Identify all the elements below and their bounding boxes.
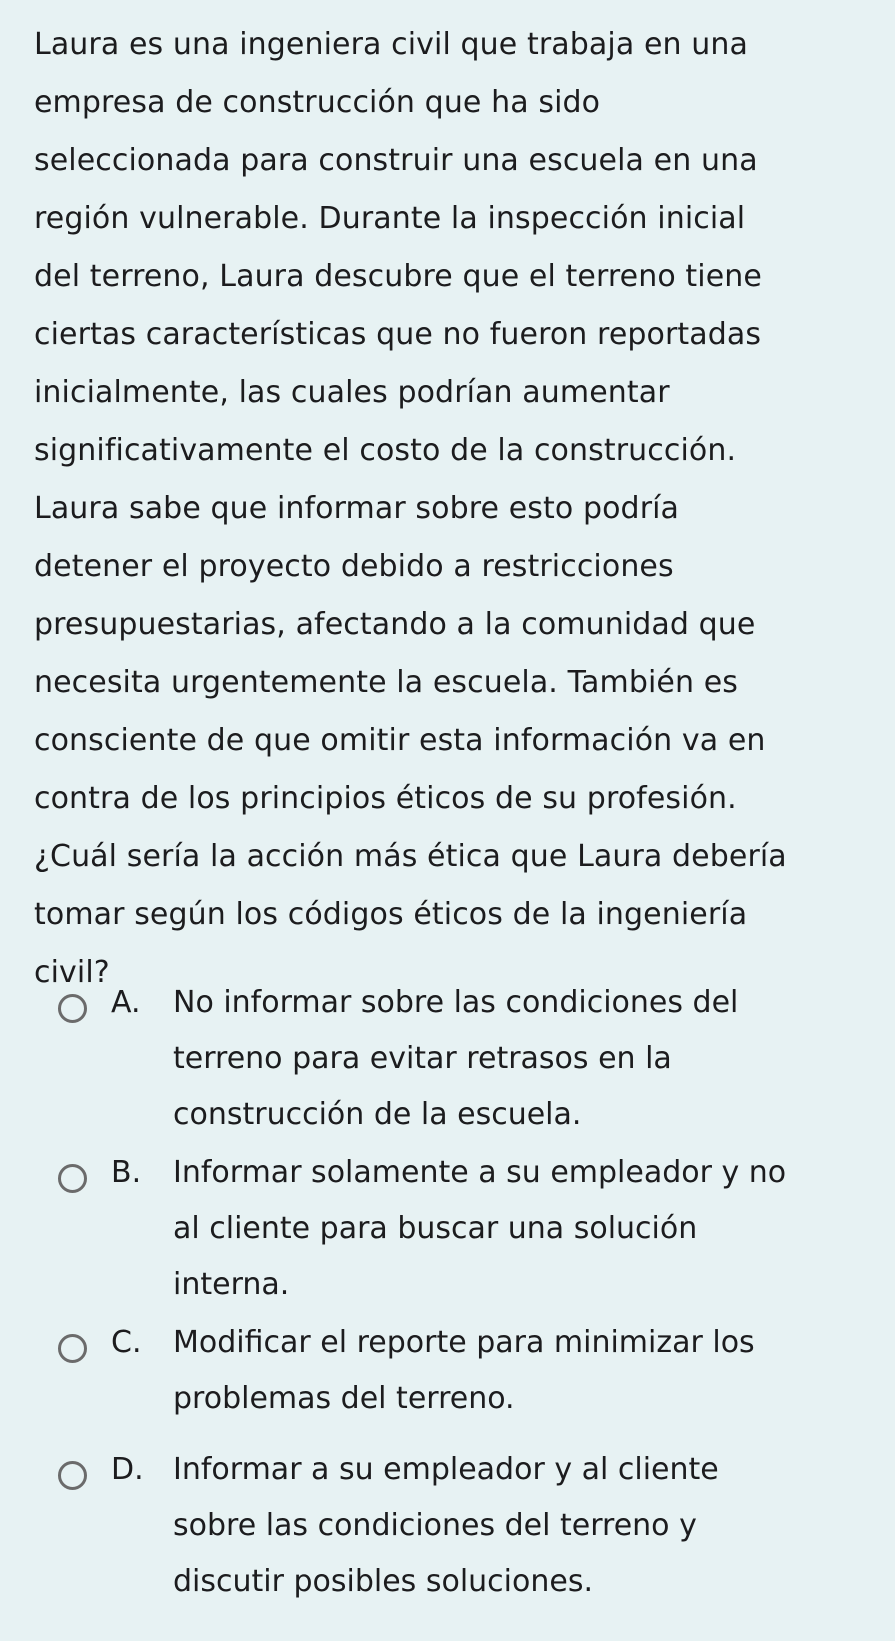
question-line: detener el proyecto debido a restricciones — [34, 549, 674, 584]
question-text — [34, 16, 864, 1002]
question-line: necesita urgentemente la escuela. También es — [34, 665, 739, 700]
option-letter: A. — [111, 985, 141, 1020]
answer-options — [0, 985, 895, 1625]
option-line: al cliente para buscar una solución — [173, 1211, 698, 1246]
question-line: seleccionada para construir una escuela en una — [34, 143, 758, 178]
option-line: discutir posibles soluciones. — [173, 1564, 593, 1599]
option-line: sobre las condiciones del terreno y — [173, 1508, 697, 1543]
option-line: Informar solamente a su empleador y no — [173, 1155, 787, 1190]
option-c[interactable] — [0, 1325, 895, 1455]
option-text — [173, 1144, 863, 1312]
question-line: inicialmente, las cuales podrían aumentar — [34, 375, 670, 410]
option-line: Modificar el reporte para minimizar los — [173, 1325, 755, 1360]
option-text — [173, 974, 863, 1142]
radio-button-b[interactable] — [58, 1164, 87, 1193]
option-line: construcción de la escuela. — [173, 1097, 582, 1132]
radio-button-c[interactable] — [58, 1334, 87, 1363]
option-line: Informar a su empleador y al cliente — [173, 1452, 719, 1487]
option-a[interactable] — [0, 985, 895, 1158]
option-text — [173, 1441, 863, 1609]
question-line: Laura sabe que informar sobre esto podría — [34, 491, 680, 526]
question-line: Laura es una ingeniera civil que trabaja en una — [34, 27, 748, 62]
option-letter: D. — [111, 1452, 144, 1487]
option-b[interactable] — [0, 1155, 895, 1328]
question-line: región vulnerable. Durante la inspección inicial — [34, 201, 746, 236]
question-line: consciente de que omitir esta información va en — [34, 723, 766, 758]
option-line: problemas del terreno. — [173, 1381, 515, 1416]
question-line: ciertas características que no fueron reportadas — [34, 317, 762, 352]
question-line: tomar según los códigos éticos de la ingeniería — [34, 897, 748, 932]
option-d[interactable] — [0, 1452, 895, 1625]
question-line: del terreno, Laura descubre que el terreno tiene — [34, 259, 762, 294]
question-line: empresa de construcción que ha sido — [34, 85, 601, 120]
question-line: contra de los principios éticos de su profesión. — [34, 781, 737, 816]
radio-button-d[interactable] — [58, 1461, 87, 1490]
option-line: interna. — [173, 1267, 290, 1302]
question-line: civil? — [34, 955, 110, 990]
question-line: presupuestarias, afectando a la comunidad que — [34, 607, 756, 642]
option-line: terreno para evitar retrasos en la — [173, 1041, 672, 1076]
question-line: significativamente el costo de la construcción. — [34, 433, 737, 468]
option-line: No informar sobre las condiciones del — [173, 985, 739, 1020]
question-line: ¿Cuál sería la acción más ética que Laura debería — [34, 839, 787, 874]
option-letter: C. — [111, 1325, 142, 1360]
option-text — [173, 1314, 863, 1426]
radio-button-a[interactable] — [58, 994, 87, 1023]
option-letter: B. — [111, 1155, 142, 1190]
